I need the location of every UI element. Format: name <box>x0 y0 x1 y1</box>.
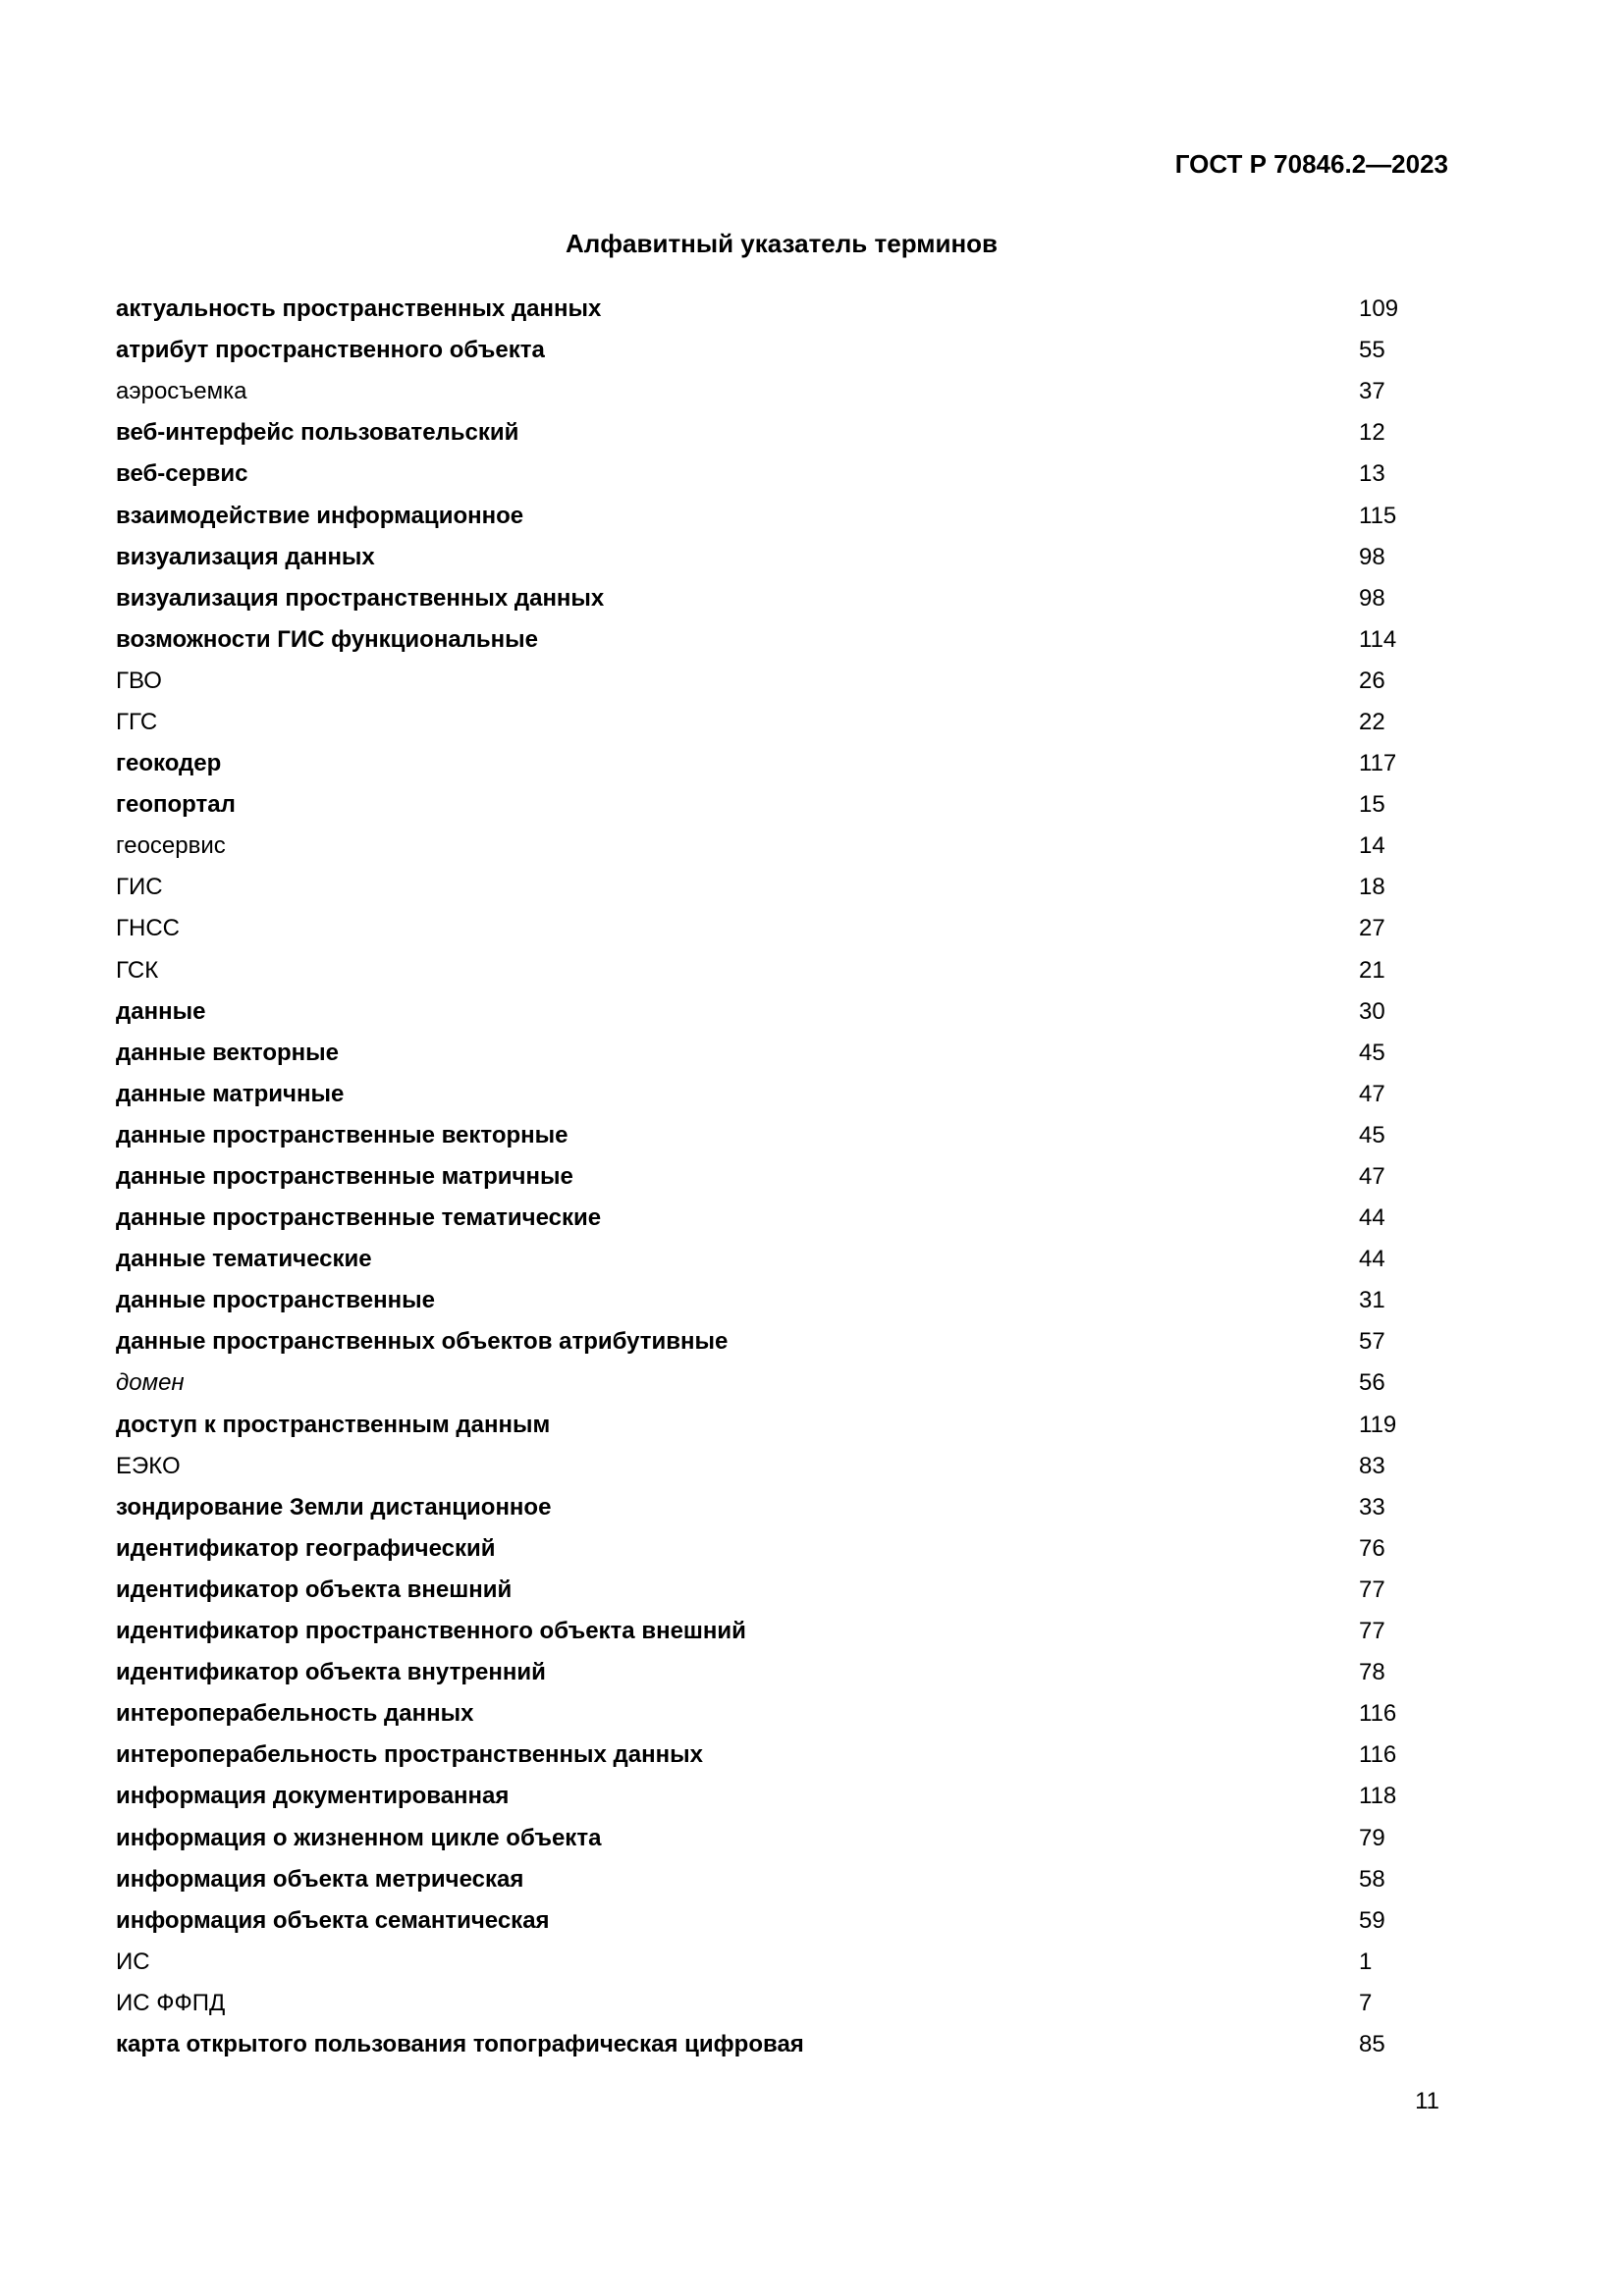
index-term-number: 18 <box>1359 874 1385 901</box>
index-term-number: 21 <box>1359 956 1385 984</box>
index-term: веб-интерфейс пользовательский <box>116 419 519 447</box>
index-term: геопортал <box>116 791 236 819</box>
index-entry <box>116 1033 1434 1074</box>
index-term: идентификатор географический <box>116 1534 496 1562</box>
index-term: интероперабельность данных <box>116 1700 474 1728</box>
index-term: данные векторные <box>116 1039 339 1066</box>
index-entry <box>116 1570 1434 1611</box>
index-term-number: 13 <box>1359 460 1385 488</box>
index-entry <box>116 867 1434 908</box>
index-term: ГИС <box>116 874 163 901</box>
index-title: Алфавитный указатель терминов <box>565 229 999 258</box>
index-term-number: 14 <box>1359 832 1385 860</box>
index-term-number: 117 <box>1359 750 1397 777</box>
index-term-number: 57 <box>1359 1328 1385 1356</box>
index-term: данные пространственные векторные <box>116 1121 568 1148</box>
index-entry <box>116 1817 1434 1858</box>
page-number: 11 <box>1415 2088 1439 2114</box>
index-entry <box>116 826 1434 867</box>
index-entry <box>116 495 1434 536</box>
index-entry <box>116 371 1434 412</box>
index-term-number: 26 <box>1359 667 1385 694</box>
index-term: информация объекта семантическая <box>116 1906 550 1934</box>
index-term-number: 79 <box>1359 1824 1385 1851</box>
index-entry <box>116 661 1434 702</box>
index-term: данные пространственные <box>116 1287 435 1314</box>
index-entry <box>116 784 1434 826</box>
index-term-number: 56 <box>1359 1369 1385 1397</box>
index-term: ГВО <box>116 667 162 694</box>
index-entry <box>116 1239 1434 1280</box>
index-term-number: 116 <box>1359 1700 1397 1728</box>
index-term: ИС <box>116 1948 150 1975</box>
index-term: информация объекта метрическая <box>116 1865 524 1893</box>
index-entry <box>116 289 1434 330</box>
index-term: ИС ФФПД <box>116 1989 226 2016</box>
index-term-number: 31 <box>1359 1287 1385 1314</box>
index-term: геокодер <box>116 750 222 777</box>
index-entry <box>116 1487 1434 1528</box>
index-term: визуализация пространственных данных <box>116 584 605 612</box>
index-term-number: 58 <box>1359 1865 1385 1893</box>
index-entry <box>116 950 1434 991</box>
index-term: возможности ГИС функциональные <box>116 625 539 653</box>
index-term: атрибут пространственного объекта <box>116 337 545 364</box>
index-term-number: 83 <box>1359 1452 1385 1479</box>
index-term: веб-сервис <box>116 460 248 488</box>
index-entry <box>116 1735 1434 1776</box>
index-term: интероперабельность пространственных данных <box>116 1741 703 1769</box>
index-entry <box>116 1611 1434 1652</box>
index-term-number: 118 <box>1359 1783 1397 1810</box>
index-term: идентификатор объекта внутренний <box>116 1659 546 1686</box>
index-term-number: 45 <box>1359 1121 1385 1148</box>
index-entry <box>116 1321 1434 1362</box>
index-term-number: 78 <box>1359 1659 1385 1686</box>
index-entry <box>116 537 1434 578</box>
index-term: домен <box>116 1369 185 1397</box>
index-entry <box>116 412 1434 454</box>
index-entry <box>116 1900 1434 1942</box>
index-entry <box>116 1156 1434 1198</box>
index-term-number: 119 <box>1359 1411 1397 1438</box>
index-term-number: 47 <box>1359 1163 1385 1191</box>
document-code: ГОСТ Р 70846.2—2023 <box>1174 149 1448 179</box>
index-entry <box>116 1280 1434 1321</box>
index-entry <box>116 1693 1434 1735</box>
index-term-number: 12 <box>1359 419 1385 447</box>
index-term: данные <box>116 997 206 1025</box>
term-index-list <box>116 289 1434 2065</box>
index-term: данные пространственных объектов атрибутивные <box>116 1328 729 1356</box>
index-term-number: 85 <box>1359 2030 1385 2057</box>
index-term-number: 44 <box>1359 1204 1385 1232</box>
index-entry <box>116 1115 1434 1156</box>
index-term-number: 47 <box>1359 1080 1385 1107</box>
index-entry <box>116 1074 1434 1115</box>
index-entry <box>116 330 1434 371</box>
index-term: информация о жизненном цикле объекта <box>116 1824 602 1851</box>
index-term-number: 76 <box>1359 1534 1385 1562</box>
index-term: данные матричные <box>116 1080 345 1107</box>
index-term-number: 109 <box>1359 295 1399 323</box>
index-term-number: 44 <box>1359 1246 1385 1273</box>
index-entry <box>116 1776 1434 1817</box>
index-term: данные пространственные тематические <box>116 1204 602 1232</box>
index-entry <box>116 578 1434 619</box>
index-term-number: 1 <box>1359 1948 1373 1975</box>
index-term-number: 33 <box>1359 1493 1385 1521</box>
index-term-number: 98 <box>1359 543 1385 570</box>
index-term: карта открытого пользования топографическая цифровая <box>116 2030 804 2057</box>
index-term: идентификатор пространственного объекта внешний <box>116 1618 746 1645</box>
index-entry <box>116 1983 1434 2024</box>
index-term-number: 115 <box>1359 502 1397 529</box>
index-entry <box>116 743 1434 784</box>
index-term-number: 114 <box>1359 625 1397 653</box>
index-term: данные тематические <box>116 1246 372 1273</box>
index-entry <box>116 1528 1434 1570</box>
index-term: доступ к пространственным данным <box>116 1411 551 1438</box>
index-term: актуальность пространственных данных <box>116 295 602 323</box>
index-term-number: 22 <box>1359 708 1385 735</box>
index-term: взаимодействие информационное <box>116 502 524 529</box>
index-entry <box>116 702 1434 743</box>
index-entry <box>116 454 1434 495</box>
index-term: зондирование Земли дистанционное <box>116 1493 552 1521</box>
index-term: идентификатор объекта внешний <box>116 1575 513 1603</box>
index-term-number: 55 <box>1359 337 1385 364</box>
index-term: ГГС <box>116 708 158 735</box>
index-entry <box>116 1859 1434 1900</box>
index-entry <box>116 991 1434 1033</box>
index-term-number: 30 <box>1359 997 1385 1025</box>
index-entry <box>116 1942 1434 1983</box>
index-term: информация документированная <box>116 1783 510 1810</box>
index-term-number: 45 <box>1359 1039 1385 1066</box>
index-term-number: 7 <box>1359 1989 1373 2016</box>
index-entry <box>116 908 1434 949</box>
index-term-number: 98 <box>1359 584 1385 612</box>
index-term: данные пространственные матричные <box>116 1163 573 1191</box>
index-term-number: 59 <box>1359 1906 1385 1934</box>
index-term: визуализация данных <box>116 543 375 570</box>
index-term-number: 27 <box>1359 915 1385 942</box>
index-term: ГНСС <box>116 915 180 942</box>
index-term: геосервис <box>116 832 226 860</box>
index-term-number: 77 <box>1359 1575 1385 1603</box>
index-term: ЕЭКО <box>116 1452 181 1479</box>
index-term: ГСК <box>116 956 159 984</box>
index-term-number: 116 <box>1359 1741 1397 1769</box>
index-entry <box>116 2024 1434 2065</box>
index-entry <box>116 1446 1434 1487</box>
index-entry <box>116 1362 1434 1404</box>
index-term: аэросъемка <box>116 378 247 405</box>
index-entry <box>116 1652 1434 1693</box>
index-term-number: 77 <box>1359 1618 1385 1645</box>
index-term-number: 15 <box>1359 791 1385 819</box>
index-entry <box>116 619 1434 661</box>
index-term-number: 37 <box>1359 378 1385 405</box>
index-entry <box>116 1405 1434 1446</box>
index-entry <box>116 1198 1434 1239</box>
